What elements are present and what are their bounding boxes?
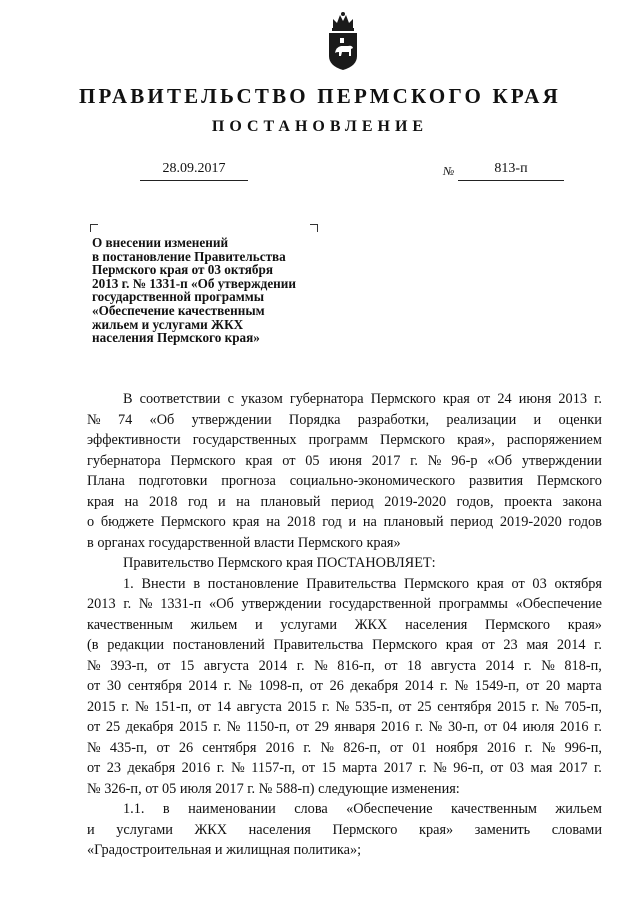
body-line xyxy=(87,389,602,410)
body-word: год xyxy=(322,514,342,530)
body-word: г. xyxy=(296,657,305,674)
body-word: 535-п, xyxy=(355,698,393,715)
body-word: Пермского xyxy=(403,575,470,592)
body-word: закона xyxy=(562,493,602,510)
body-word: и xyxy=(348,514,357,530)
body-word: 435-п, xyxy=(109,739,148,756)
body-word: № xyxy=(314,657,328,674)
body-line-text: «Градостроительная и жилищная политика»; xyxy=(87,842,362,858)
body-word: плановый xyxy=(260,493,321,510)
body-word: края» xyxy=(419,821,454,838)
body-line xyxy=(87,738,602,759)
body-word: № xyxy=(87,739,101,756)
body-line xyxy=(87,676,602,697)
body-word: 15 xyxy=(179,657,195,674)
body-word: края xyxy=(476,575,504,592)
body-word: 2016 xyxy=(486,739,516,756)
body-word: № xyxy=(335,698,350,715)
body-word: 26 xyxy=(329,678,344,694)
body-word: от xyxy=(511,575,525,592)
body-word: 1331-п xyxy=(160,596,202,612)
body-word: июля xyxy=(522,719,555,735)
body-word: июня xyxy=(518,391,552,407)
body-word: г. xyxy=(123,596,132,612)
body-word: от xyxy=(156,739,170,756)
body-word: от xyxy=(295,719,309,735)
body-word: услугами xyxy=(280,616,337,633)
body-word: края» xyxy=(567,616,602,633)
body-word: августа xyxy=(203,657,250,674)
body-word: января xyxy=(334,719,376,735)
body-word: редакции xyxy=(107,637,165,653)
body-line xyxy=(87,635,602,656)
body-word: № xyxy=(87,657,101,674)
body-line xyxy=(87,451,602,472)
body-word: проекта xyxy=(504,493,553,510)
body-word: разработки, xyxy=(357,411,430,428)
body-word: № xyxy=(320,739,335,756)
body-word: 2015 xyxy=(179,719,208,735)
body-line-text: в органах государственной власти Пермского края» xyxy=(87,534,401,551)
body-word: 826-п, xyxy=(343,739,381,756)
body-word: сентября xyxy=(437,698,492,715)
subject-line: в постановление Правительства xyxy=(92,248,286,264)
body-word: от xyxy=(301,760,315,776)
subject-line: О внесении изменений xyxy=(92,235,229,250)
body-word: и xyxy=(254,616,263,633)
body-word: утверждении xyxy=(521,452,602,469)
body-word: программ xyxy=(308,432,368,448)
body-word: 1150-п, xyxy=(246,719,291,735)
body-word: г. xyxy=(594,719,602,735)
body-word: в xyxy=(162,801,170,817)
body-word: 2018 xyxy=(148,493,178,510)
body-word: качественным xyxy=(451,801,537,817)
body-word: 23 xyxy=(106,760,121,776)
body-word: 25 xyxy=(105,719,121,735)
body-word: В xyxy=(123,391,133,407)
body-word: прогноза xyxy=(221,473,276,489)
document-body xyxy=(87,389,602,861)
body-word: декабря xyxy=(125,719,174,735)
body-line xyxy=(87,553,602,574)
body-word: 2014 xyxy=(485,657,515,674)
body-word: Пермского xyxy=(170,452,236,469)
body-word: указом xyxy=(241,391,283,407)
body-word: 96-р xyxy=(451,452,478,469)
subject-line: государственной программы xyxy=(92,289,264,305)
body-word: края xyxy=(442,391,470,407)
body-word: № xyxy=(231,760,245,776)
body-line xyxy=(87,430,602,451)
body-line-text: Правительство Пермского края ПОСТАНОВЛЯЕТ: xyxy=(123,555,436,571)
body-word: декабря xyxy=(127,760,176,776)
body-word: октября xyxy=(554,575,602,592)
body-word: 2019-2020 xyxy=(499,514,562,530)
subject-corner-mark-left xyxy=(90,224,98,232)
body-word: 2018 xyxy=(286,514,316,530)
body-word: от xyxy=(157,657,171,674)
body-word: г. xyxy=(415,719,424,735)
body-word: марта xyxy=(342,760,378,776)
document-number: 813-п xyxy=(494,161,528,176)
body-word: 2017 xyxy=(371,452,401,469)
body-word: в xyxy=(193,575,201,592)
body-word: № xyxy=(545,698,559,715)
body-word: слова xyxy=(294,801,328,817)
body-word: и xyxy=(87,821,95,838)
body-word: 2015 xyxy=(87,698,116,715)
body-line xyxy=(87,717,602,738)
body-line xyxy=(87,799,602,820)
body-word: Порядка xyxy=(288,411,341,428)
body-word: период xyxy=(330,493,374,510)
body-word: № xyxy=(428,719,443,735)
subject-line: Пермского края от 03 октября xyxy=(92,262,273,278)
body-word: края xyxy=(232,514,260,530)
body-word: г. xyxy=(223,678,232,694)
body-word: губернатора xyxy=(87,452,161,469)
body-word: ЖКХ xyxy=(194,821,228,838)
body-word: на xyxy=(362,514,377,530)
body-word: оценки xyxy=(558,411,602,428)
body-word: программы xyxy=(438,596,508,612)
body-word: 2013 xyxy=(87,596,116,612)
subject-line: «Обеспечение качественным xyxy=(92,302,265,318)
body-word: качественным xyxy=(87,616,173,633)
body-word: края xyxy=(445,637,473,653)
body-word: 151-п, xyxy=(154,698,192,715)
body-word: марта xyxy=(566,678,602,694)
body-word: 393-п, xyxy=(110,657,148,674)
body-word: края xyxy=(245,452,273,469)
subject-line: населения Пермского края» xyxy=(92,330,260,346)
body-word: декабря xyxy=(350,678,399,694)
body-word: края xyxy=(87,493,115,510)
body-word: 996-п, xyxy=(564,739,602,756)
body-word: жильем xyxy=(555,801,602,817)
body-word: 05 xyxy=(305,452,320,469)
body-word: от xyxy=(87,719,101,735)
body-word: г. xyxy=(418,760,427,776)
body-word: 816-п, xyxy=(337,657,375,674)
body-line xyxy=(87,697,602,718)
body-word: Пермского xyxy=(372,637,438,653)
body-word: № xyxy=(238,678,252,694)
body-word: жильем xyxy=(190,616,238,633)
body-word: 03 xyxy=(532,575,547,592)
body-word: № xyxy=(226,719,241,735)
body-word: № xyxy=(433,760,447,776)
body-word: от xyxy=(282,452,296,469)
body-word: 24 xyxy=(497,391,512,407)
body-line xyxy=(87,512,602,533)
body-line xyxy=(87,492,602,513)
body-word: словами xyxy=(551,821,602,838)
body-word: 2014 xyxy=(556,637,586,653)
number-underline xyxy=(458,180,564,181)
body-word: 01 xyxy=(412,739,427,756)
body-word: от xyxy=(197,698,211,715)
body-word: 2019-2020 xyxy=(384,493,447,510)
body-word: сентября xyxy=(202,739,257,756)
body-word: Плана xyxy=(87,473,125,489)
body-word: постановлений xyxy=(172,637,265,653)
body-word: утверждении xyxy=(241,596,322,612)
body-line xyxy=(87,758,602,779)
body-line xyxy=(87,533,602,554)
body-word: наименовании xyxy=(188,801,276,817)
body-word: 2015 xyxy=(497,698,526,715)
body-word: от xyxy=(384,657,398,674)
body-word: № xyxy=(138,596,153,612)
body-word: сентября xyxy=(127,678,182,694)
body-line xyxy=(87,615,602,636)
body-word: г. xyxy=(593,760,602,776)
body-word: 23 xyxy=(503,637,518,653)
body-word: г. xyxy=(594,391,602,407)
body-word: ноября xyxy=(435,739,478,756)
body-word: «Об xyxy=(487,452,513,469)
body-word: 30 xyxy=(106,678,122,694)
body-word: с xyxy=(227,391,234,407)
body-word: 2013 xyxy=(558,391,587,407)
body-word: 1.1. xyxy=(123,801,145,817)
body-word: от xyxy=(525,678,540,694)
body-word: 74 xyxy=(117,411,133,428)
body-word: г. xyxy=(303,739,312,756)
body-word: год xyxy=(187,493,208,510)
body-word: от xyxy=(309,678,323,694)
body-word: 03 xyxy=(509,760,525,776)
body-word: 2014 xyxy=(258,657,288,674)
body-word: постановление xyxy=(207,575,299,592)
body-word: о xyxy=(87,514,95,530)
body-word: подготовки xyxy=(138,473,208,489)
body-word: государственных xyxy=(192,432,297,448)
body-word: 2016 xyxy=(265,739,295,756)
body-word: 2016 xyxy=(181,760,211,776)
body-word: № xyxy=(87,411,101,428)
document-subject xyxy=(92,236,352,345)
body-word: утверждении xyxy=(191,411,272,428)
body-word: Пермского xyxy=(332,821,398,838)
body-line xyxy=(87,471,602,492)
body-line xyxy=(87,410,602,431)
body-word: июня xyxy=(329,452,362,469)
body-word: 818-п, xyxy=(564,657,602,674)
body-line xyxy=(87,820,602,841)
body-word: Пермского xyxy=(380,432,446,448)
body-word: г. xyxy=(523,657,532,674)
body-word: «Об xyxy=(149,411,175,428)
body-word: Правительства xyxy=(306,575,397,592)
body-word: № xyxy=(427,452,442,469)
body-word: г. xyxy=(531,698,540,715)
body-word: № xyxy=(541,657,555,674)
body-word: г. xyxy=(213,719,222,735)
body-word: развития xyxy=(469,473,524,489)
body-word: 1. xyxy=(123,575,134,592)
body-word: 2015 xyxy=(287,698,317,715)
body-word: 14 xyxy=(216,698,231,715)
body-word: от xyxy=(398,698,412,715)
body-word: эффективности xyxy=(87,432,181,448)
body-word: распоряжением xyxy=(506,432,602,448)
body-word: 15 xyxy=(321,760,336,776)
body-word: на xyxy=(266,514,281,530)
body-word: Пермского xyxy=(485,616,551,633)
body-word: услугами xyxy=(116,821,173,838)
body-word: ЖКХ xyxy=(354,616,388,633)
body-word: 2016 xyxy=(559,719,589,735)
body-word: 705-п, xyxy=(564,698,602,715)
body-word: социально-экономического xyxy=(289,473,456,489)
body-word: августа xyxy=(236,698,282,715)
body-word: г. xyxy=(121,698,130,715)
body-word: Пермского xyxy=(536,473,602,489)
body-word: населения xyxy=(248,821,311,838)
body-line xyxy=(87,574,602,595)
body-word: № xyxy=(541,739,556,756)
body-word: на xyxy=(236,493,251,510)
body-word: период xyxy=(450,514,494,530)
body-word: № xyxy=(134,698,149,715)
body-word: на xyxy=(124,493,139,510)
body-line xyxy=(87,779,602,800)
body-word: г. xyxy=(410,452,418,469)
coat-of-arms-emblem xyxy=(326,10,360,72)
body-word: плановый xyxy=(383,514,444,530)
body-word: заменить xyxy=(474,821,531,838)
body-word: от xyxy=(483,719,498,735)
body-word: реализации xyxy=(446,411,517,428)
body-line xyxy=(87,840,602,861)
body-word: от xyxy=(490,760,504,776)
date-underline xyxy=(140,180,248,181)
body-line xyxy=(87,594,602,615)
body-word: Пермского xyxy=(370,391,436,407)
body-word: 2014 xyxy=(404,678,434,694)
body-word: 1098-п, xyxy=(258,678,304,694)
body-word: государственной xyxy=(329,596,432,612)
document-date: 28.09.2017 xyxy=(162,161,226,176)
body-word: 30-п, xyxy=(447,719,479,735)
body-word: г. xyxy=(594,637,602,653)
body-word: от xyxy=(389,739,404,756)
body-word: августа xyxy=(430,657,477,674)
body-word: Пермского xyxy=(160,514,226,530)
body-word: от xyxy=(87,760,101,776)
body-word: 04 xyxy=(502,719,517,735)
body-word: от xyxy=(481,637,495,653)
body-word: № xyxy=(454,678,469,694)
body-word: 26 xyxy=(178,739,194,756)
body-word: и xyxy=(217,493,226,510)
body-word: «Обеспечение xyxy=(346,801,433,817)
body-word: 2017 xyxy=(558,760,588,776)
body-word: 20 xyxy=(545,678,561,694)
subject-line: жильем и услугами ЖКХ xyxy=(92,316,244,332)
number-sign: № xyxy=(443,164,455,178)
body-word: «Об xyxy=(208,596,234,612)
body-word: губернатора xyxy=(289,391,364,407)
body-word: 29 xyxy=(314,719,329,735)
body-word: годов, xyxy=(456,493,494,510)
body-word: 18 xyxy=(407,657,422,674)
body-word: «Обеспечение xyxy=(515,596,602,612)
body-word: г. xyxy=(524,739,533,756)
body-word: Внести xyxy=(141,575,186,592)
body-word: 1549-п, xyxy=(474,678,520,694)
body-word: 25 xyxy=(417,698,432,715)
body-word: соответствии xyxy=(139,391,221,407)
body-word: годов xyxy=(568,514,602,530)
body-word: 2014 xyxy=(188,678,218,694)
body-word: 96-п, xyxy=(453,760,484,776)
body-word: 2017 xyxy=(383,760,413,776)
body-line xyxy=(87,656,602,677)
body-word: мая xyxy=(530,760,553,776)
subject-corner-mark-right xyxy=(310,224,318,232)
body-word: г. xyxy=(440,678,448,694)
subject-line: 2013 г. № 1331-п «Об утверждении xyxy=(92,275,296,291)
body-word: края», xyxy=(457,432,495,448)
document-type: ПОСТАНОВЛЕНИЕ xyxy=(211,118,429,135)
government-title: ПРАВИТЕЛЬСТВО ПЕРМСКОГО КРАЯ xyxy=(78,84,561,108)
body-line-text: № 326-п, от 05 июля 2017 г. № 588-п) следующие изменения: xyxy=(87,780,460,797)
body-word: Правительства xyxy=(273,637,364,653)
body-word: бюджете xyxy=(100,514,155,530)
body-word: и xyxy=(533,411,542,428)
body-word: (в xyxy=(87,637,99,653)
body-word: 2016 xyxy=(380,719,410,735)
body-word: г. xyxy=(321,698,330,715)
body-word: населения xyxy=(405,616,468,633)
body-word: от xyxy=(87,678,101,694)
body-word: г. xyxy=(216,760,225,776)
body-word: мая xyxy=(526,637,549,653)
body-word: от xyxy=(476,391,491,407)
body-word: 1157-п, xyxy=(251,760,296,776)
